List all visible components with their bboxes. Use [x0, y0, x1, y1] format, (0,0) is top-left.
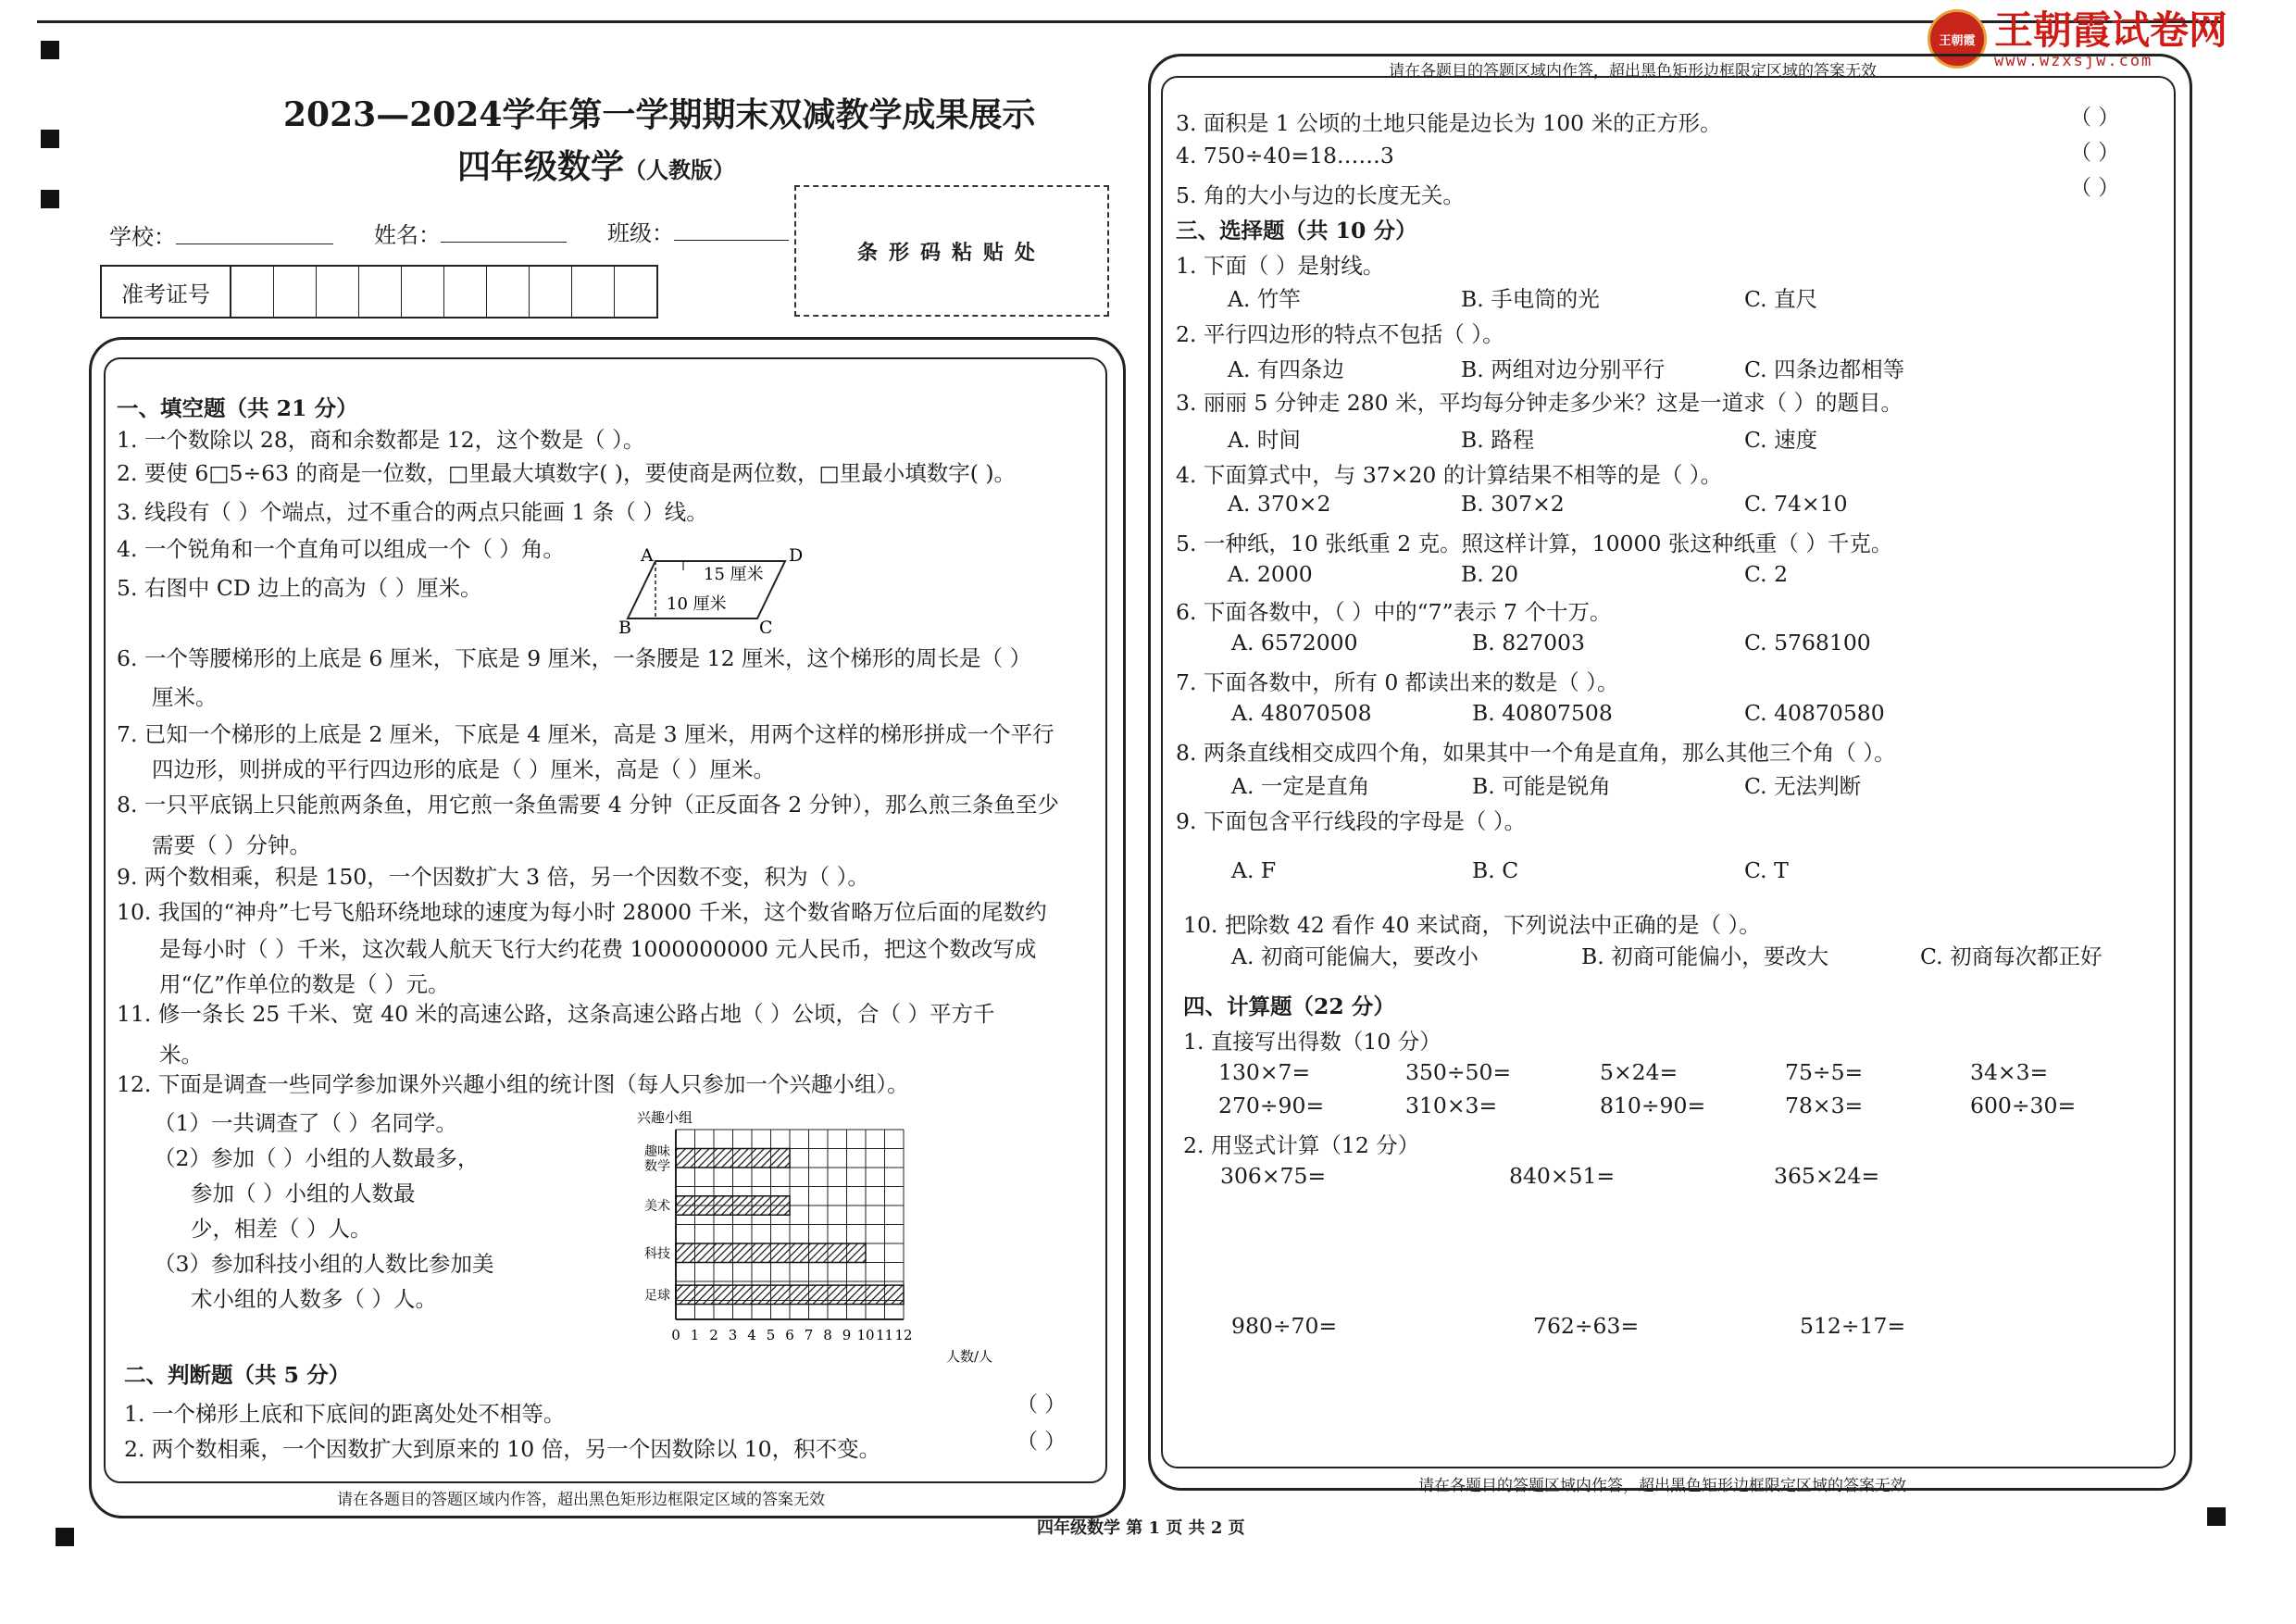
exam-number-box[interactable] — [100, 265, 658, 319]
question: 12. 下面是调查一些同学参加课外兴趣小组的统计图（每人只参加一个兴趣小组）。 — [117, 1071, 909, 1097]
question-cont: 需要（ ）分钟。 — [152, 832, 311, 858]
choice-option[interactable]: C. 5768100 — [1744, 630, 1871, 656]
section-fill-blank: 一、填空题（共 21 分） — [117, 395, 358, 421]
oral-calc-item[interactable]: 34×3= — [1970, 1059, 2049, 1085]
choice-question: 8. 两条直线相交成四个角，如果其中一个角是直角，那么其他三个角（ ）。 — [1176, 740, 1896, 766]
question: 1. 一个梯形上底和下底间的距离处处不相等。 — [124, 1401, 566, 1427]
vertical-calc-item[interactable]: 306×75= — [1220, 1163, 1327, 1189]
choice-option[interactable]: B. 两组对边分别平行 — [1461, 356, 1666, 382]
parallelogram-figure — [618, 544, 822, 633]
choice-question: 4. 下面算式中，与 37×20 的计算结果不相等的是（ ）。 — [1176, 462, 1723, 488]
brand-url: www.wzxsjw.com — [1994, 52, 2153, 70]
choice-option[interactable]: B. 20 — [1461, 561, 1519, 587]
choice-option[interactable]: C. 40870580 — [1744, 700, 1885, 726]
sub-question: （3）参加科技小组的人数比参加美 — [154, 1251, 494, 1277]
category-label: 科技 — [644, 1246, 670, 1262]
school-field[interactable]: 学校： — [109, 219, 333, 251]
vertical-calc-item[interactable]: 762÷63= — [1533, 1313, 1640, 1339]
sub-section: 2. 用竖式计算（12 分） — [1183, 1132, 1420, 1158]
label-b: B — [618, 618, 631, 633]
answer-paren[interactable]: （ ） — [1017, 1393, 1067, 1417]
oral-calc-item[interactable]: 5×24= — [1600, 1059, 1678, 1085]
question: 6. 一个等腰梯形的上底是 6 厘米，下底是 9 厘米，一条腰是 12 厘米，这个梯形的周长是（ ） — [117, 645, 1031, 671]
vertical-calc-item[interactable]: 365×24= — [1774, 1163, 1880, 1189]
question: 4. 750÷40=18……3 — [1176, 143, 1394, 169]
tick-label: 8 — [823, 1327, 832, 1343]
oral-calc-item[interactable]: 78×3= — [1785, 1093, 1864, 1118]
section-choice: 三、选择题（共 10 分） — [1176, 218, 1417, 244]
tick-label: 1 — [690, 1327, 700, 1343]
question-cont: 用“亿”作单位的数是（ ）元。 — [159, 971, 450, 997]
choice-option[interactable]: A. 竹竿 — [1228, 286, 1301, 312]
oral-calc-item[interactable]: 600÷30= — [1970, 1093, 2077, 1118]
choice-question: 3. 丽丽 5 分钟走 280 米，平均每分钟走多少米？这是一道求（ ）的题目。 — [1176, 390, 1903, 416]
registration-mark — [41, 130, 59, 148]
page-footer: 四年级数学 第 1 页 共 2 页 — [1037, 1518, 1245, 1538]
question: 5. 角的大小与边的长度无关。 — [1176, 182, 1465, 208]
answer-paren[interactable]: （ ） — [2070, 176, 2120, 200]
brand-name: 王朝霞试卷网 — [1994, 7, 2228, 53]
choice-option[interactable]: B. 40807508 — [1472, 700, 1613, 726]
choice-option[interactable]: B. 路程 — [1461, 427, 1535, 453]
label-c: C — [759, 618, 773, 633]
answer-paren[interactable]: （ ） — [2070, 106, 2120, 130]
choice-option[interactable]: C. 初商每次都正好 — [1920, 943, 2103, 969]
choice-question: 5. 一种纸，10 张纸重 2 克。照这样计算，10000 张这种纸重（ ）千克。 — [1176, 531, 1893, 556]
choice-option[interactable]: A. 初商可能偏大，要改小 — [1231, 943, 1479, 969]
exam-title: 2023—2024学年第一学期期末双减教学成果展示 — [283, 95, 1036, 134]
registration-mark — [41, 41, 59, 59]
registration-mark — [2207, 1507, 2226, 1526]
choice-question: 2. 平行四边形的特点不包括（ ）。 — [1176, 321, 1504, 347]
choice-option[interactable]: A. 时间 — [1228, 427, 1301, 453]
sub-question-cont: 参加（ ）小组的人数最 — [191, 1181, 416, 1206]
choice-option[interactable]: A. 48070508 — [1231, 700, 1372, 726]
oral-calc-item[interactable]: 270÷90= — [1218, 1093, 1325, 1118]
choice-option[interactable]: C. 直尺 — [1744, 286, 1818, 312]
class-field[interactable]: 班级： — [607, 215, 789, 247]
oral-calc-item[interactable]: 810÷90= — [1600, 1093, 1706, 1118]
question: 1. 一个数除以 28，商和余数都是 12，这个数是（ ）。 — [117, 427, 645, 453]
choice-option[interactable]: A. 有四条边 — [1228, 356, 1344, 382]
section-calculation: 四、计算题（22 分） — [1183, 993, 1395, 1019]
choice-option[interactable]: C. 2 — [1744, 561, 1789, 587]
question-cont: 四边形，则拼成的平行四边形的底是（ ）厘米，高是（ ）厘米。 — [152, 756, 775, 782]
chart-title: 兴趣小组 — [637, 1109, 693, 1126]
question: 4. 一个锐角和一个直角可以组成一个（ ）角。 — [117, 536, 565, 562]
question: 7. 已知一个梯形的上底是 2 厘米，下底是 4 厘米，高是 3 厘米，用两个这样的梯形拼成一个平行 — [117, 721, 1054, 747]
choice-option[interactable]: B. 可能是锐角 — [1472, 773, 1611, 799]
oral-calc-item[interactable]: 75÷5= — [1785, 1059, 1864, 1085]
choice-question: 6. 下面各数中，（ ）中的“7”表示 7 个十万。 — [1176, 599, 1612, 625]
question: 3. 线段有（ ）个端点，过不重合的两点只能画 1 条（ ）线。 — [117, 499, 708, 525]
choice-question: 9. 下面包含平行线段的字母是（ ）。 — [1176, 808, 1527, 834]
choice-option[interactable]: C. 速度 — [1744, 427, 1818, 453]
oral-calc-item[interactable]: 130×7= — [1218, 1059, 1311, 1085]
section-true-false: 二、判断题（共 5 分） — [124, 1362, 351, 1388]
choice-question: 1. 下面（ ）是射线。 — [1176, 253, 1385, 279]
chart-category-labels — [644, 1143, 670, 1304]
question-cont: 厘米。 — [152, 684, 218, 710]
question: 11. 修一条长 25 千米、宽 40 米的高速公路，这条高速公路占地（ ）公顷，合（ ）平方千 — [117, 1001, 995, 1027]
tick-label: 4 — [747, 1327, 756, 1343]
tick-label: 5 — [766, 1327, 776, 1343]
registration-mark — [41, 190, 59, 208]
question: 2. 两个数相乘，一个因数扩大到原来的 10 倍，另一个因数除以 10，积不变。 — [124, 1436, 881, 1462]
bar-0 — [676, 1149, 790, 1168]
choice-option[interactable]: B. 手电筒的光 — [1461, 286, 1600, 312]
question: 10. 我国的“神舟”七号飞船环绕地球的速度为每小时 28000 千米，这个数省略万位后面的尾数约 — [117, 899, 1047, 925]
choice-option[interactable]: C. 四条边都相等 — [1744, 356, 1905, 382]
question: 8. 一只平底锅上只能煎两条鱼，用它煎一条鱼需要 4 分钟（正反面各 2 分钟），那么煎三条鱼至少 — [117, 792, 1059, 818]
tick-label: 3 — [728, 1327, 738, 1343]
exam-subject: 四年级数学（人教版） — [457, 147, 736, 186]
question-cont: 米。 — [159, 1042, 203, 1068]
choice-option[interactable]: A. 2000 — [1228, 561, 1313, 587]
right-bottom-notice: 请在各题目的答题区域内作答，超出黑色矩形边框限定区域的答案无效 — [1418, 1477, 1906, 1495]
answer-paren[interactable]: （ ） — [2070, 141, 2120, 165]
name-field[interactable]: 姓名： — [374, 217, 567, 249]
oral-calc-item[interactable]: 310×3= — [1405, 1093, 1498, 1118]
category-label: 美术 — [644, 1199, 670, 1214]
choice-question: 10. 把除数 42 看作 40 来试商，下列说法中正确的是（ ）。 — [1183, 912, 1761, 938]
answer-paren[interactable]: （ ） — [1017, 1430, 1067, 1454]
choice-option[interactable]: B. 初商可能偏小，要改大 — [1581, 943, 1829, 969]
choice-option[interactable]: A. F — [1231, 857, 1277, 883]
label-a: A — [641, 545, 654, 566]
interest-group-chart — [630, 1102, 1000, 1370]
question: 9. 两个数相乘，积是 150，一个因数扩大 3 倍，另一个因数不变，积为（ ）。 — [117, 864, 869, 890]
question: 3. 面积是 1 公顷的土地只能是边长为 100 米的正方形。 — [1176, 110, 1722, 136]
top-length-label: 15 厘米 — [704, 565, 764, 584]
choice-option[interactable]: A. 一定是直角 — [1231, 773, 1370, 799]
choice-option[interactable]: B. 827003 — [1472, 630, 1585, 656]
sub-section: 1. 直接写出得数（10 分） — [1183, 1029, 1441, 1055]
choice-option[interactable]: B. C — [1472, 857, 1519, 883]
chart-tick-labels — [671, 1327, 912, 1343]
tick-label: 2 — [709, 1327, 718, 1343]
question-cont: 是每小时（ ）千米，这次载人航天飞行大约花费 1000000000 元人民币，把这个数改写成 — [159, 936, 1037, 962]
choice-option[interactable]: B. 307×2 — [1461, 491, 1565, 517]
choice-option[interactable]: C. 无法判断 — [1744, 773, 1862, 799]
category-label: 数学 — [644, 1158, 670, 1174]
tick-label: 0 — [671, 1327, 680, 1343]
choice-option[interactable]: A. 370×2 — [1228, 491, 1331, 517]
choice-option[interactable]: A. 6572000 — [1231, 630, 1358, 656]
question: 2. 要使 6□5÷63 的商是一位数，□里最大填数字( )，要使商是两位数，□里最小填数字( )。 — [117, 460, 1017, 486]
category-label: 足球 — [644, 1288, 670, 1304]
tick-label: 9 — [842, 1327, 852, 1343]
choice-option[interactable]: C. T — [1744, 857, 1789, 883]
exam-number-label: 准考证号 — [102, 267, 231, 317]
barcode-area: 条形码粘贴处 — [794, 185, 1109, 317]
tick-label: 6 — [785, 1327, 794, 1343]
sub-question-cont: 术小组的人数多（ ）人。 — [191, 1286, 437, 1312]
registration-mark — [56, 1528, 74, 1546]
top-border-line — [37, 20, 2222, 23]
tick-label: 12 — [894, 1327, 913, 1343]
category-label: 趣味 — [644, 1143, 670, 1159]
sub-question: （1）一共调查了（ ）名同学。 — [154, 1110, 457, 1136]
choice-question: 7. 下面各数中，所有 0 都读出来的数是（ ）。 — [1176, 669, 1619, 695]
bar-1 — [676, 1196, 790, 1216]
vertical-calc-item[interactable]: 512÷17= — [1800, 1313, 1906, 1339]
tick-label: 10 — [856, 1327, 875, 1343]
sub-question-cont: 少，相差（ ）人。 — [191, 1216, 372, 1242]
vertical-calc-item[interactable]: 980÷70= — [1231, 1313, 1338, 1339]
height-length-label: 10 厘米 — [667, 594, 727, 614]
sub-question: （2）参加（ ）小组的人数最多， — [154, 1145, 480, 1171]
left-footer-notice: 请在各题目的答题区域内作答，超出黑色矩形边框限定区域的答案无效 — [337, 1491, 825, 1509]
bar-3 — [676, 1285, 904, 1305]
chart-x-axis-label: 人数/人 — [946, 1348, 993, 1365]
bar-2 — [676, 1243, 866, 1263]
label-d: D — [789, 545, 804, 566]
tick-label: 7 — [804, 1327, 814, 1343]
oral-calc-item[interactable]: 350÷50= — [1405, 1059, 1512, 1085]
vertical-calc-item[interactable]: 840×51= — [1509, 1163, 1616, 1189]
question: 5. 右图中 CD 边上的高为（ ）厘米。 — [117, 575, 482, 601]
choice-option[interactable]: C. 74×10 — [1744, 491, 1848, 517]
seal-icon: 王朝霞 — [1928, 9, 1987, 69]
tick-label: 11 — [875, 1327, 894, 1343]
right-top-notice: 请在各题目的答题区域内作答，超出黑色矩形边框限定区域的答案无效 — [1389, 62, 1877, 81]
